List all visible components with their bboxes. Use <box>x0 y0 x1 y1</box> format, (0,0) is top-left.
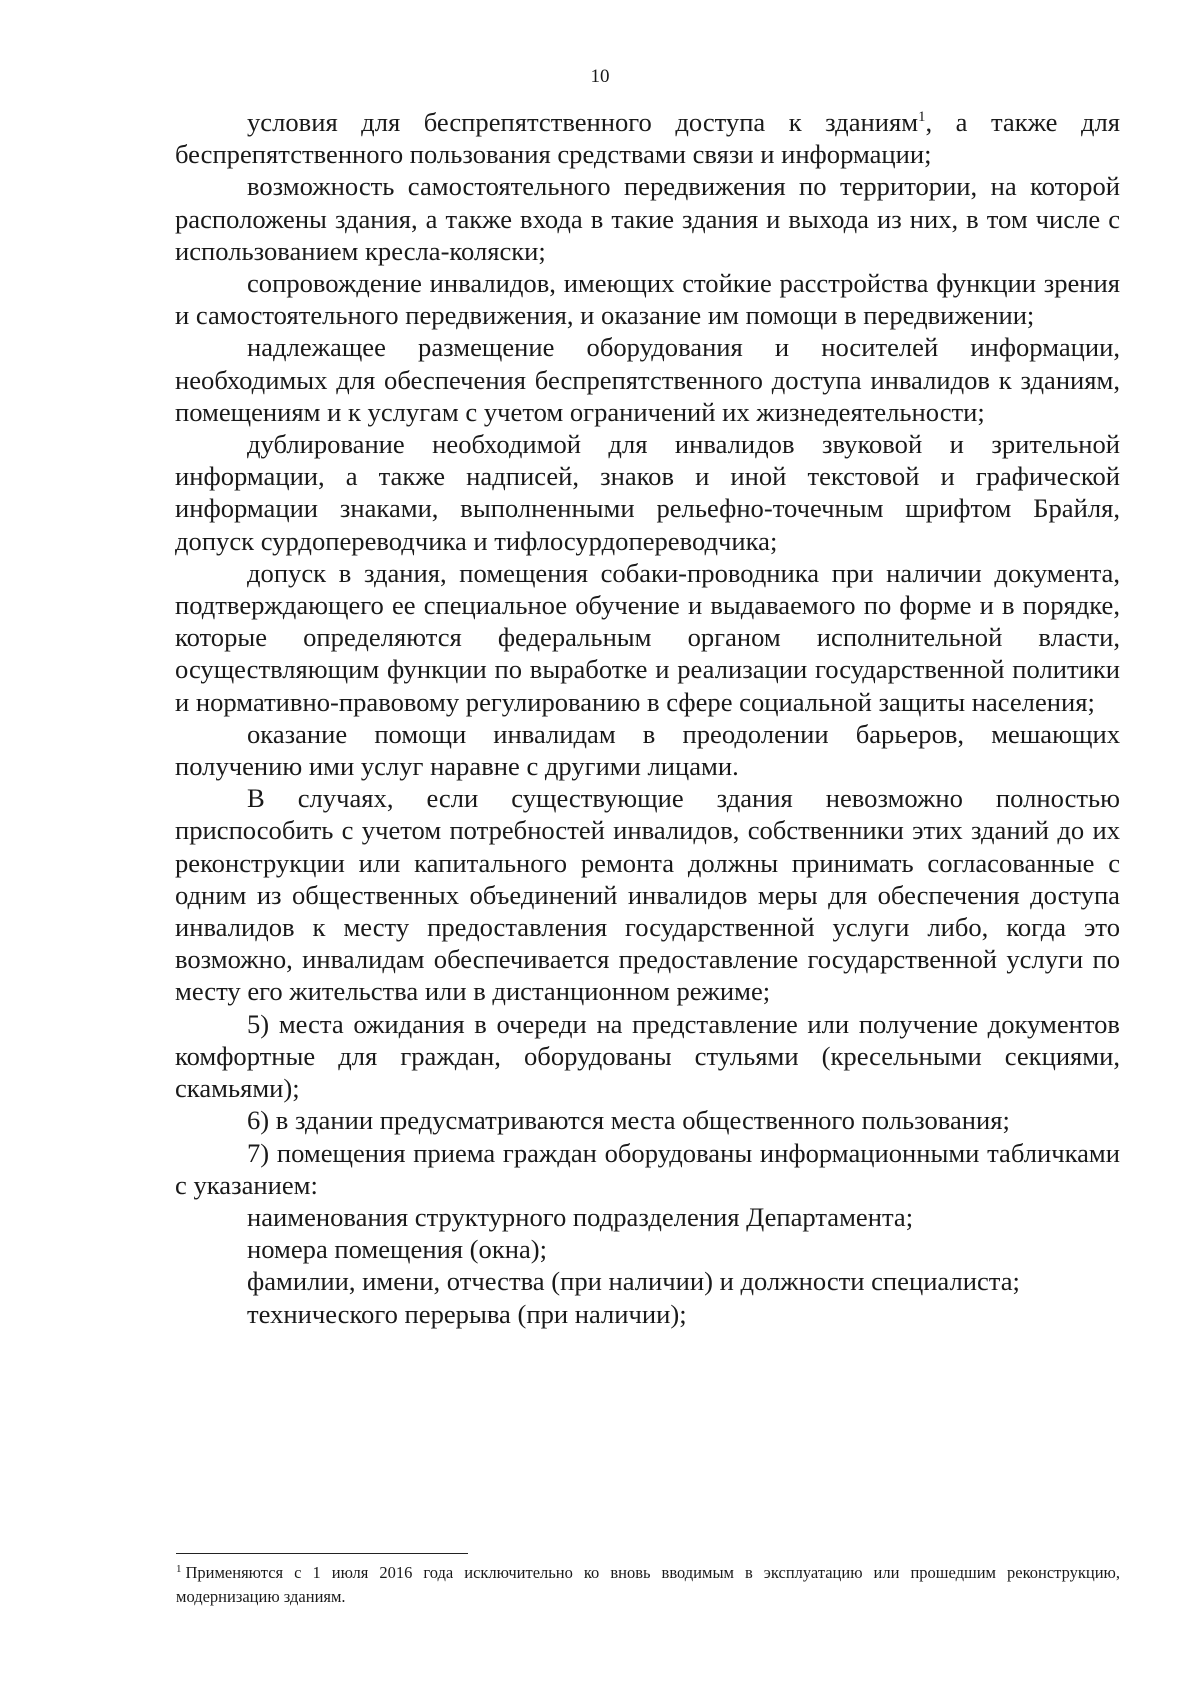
page-number: 10 <box>590 66 610 87</box>
paragraph-waiting-areas: 5) места ожидания в очереди на представление или получение документов комфортные для граждан, оборудованы стульями (кресельными секциями, скамьями); <box>175 1008 1120 1104</box>
paragraph-equipment-placement: надлежащее размещение оборудования и носителей информации, необходимых для обеспечения беспрепятственного доступа инвалидов к зданиям, помещениям и к услугам с учетом ограничений их жизнедеятельности; <box>175 332 1120 427</box>
body-text <box>175 106 1120 1330</box>
footnote-divider <box>176 1553 468 1554</box>
list-item-technical-break: технического перерыва (при наличии); <box>247 1298 687 1329</box>
footnote-reference: 1 <box>918 109 926 126</box>
paragraph-existing-buildings: В случаях, если существующие здания невозможно полностью приспособить с учетом потребностей инвалидов, собственники этих зданий до их реконструкции или капитального ремонта должны принимать согласованные с одним из общественных объединений инвалидов меры для обеспечения доступа инвалидов к месту предоставления государственной услуги либо, когда это возможно, инвалидам обеспечивается предоставление государственной услуги по месту его жительства или в дистанционном режиме; <box>175 783 1120 1007</box>
list-item-department-unit: наименования структурного подразделения Департамента; <box>247 1201 914 1232</box>
paragraph-text: , а также для беспрепятственного пользования средствами связи и информации; <box>175 107 1120 170</box>
list-item-specialist-name: фамилии, имени, отчества (при наличии) и должности специалиста; <box>247 1266 1020 1297</box>
paragraph-movement: возможность самостоятельного передвижения по территории, на которой расположены здания, а также входа в такие здания и выхода из них, в том числе с использованием кресла-коляски; <box>175 171 1120 266</box>
footnote-marker: 1 <box>176 1562 182 1575</box>
paragraph-text: условия для беспрепятственного доступа к зданиям <box>247 107 919 137</box>
paragraph-guide-dog: допуск в здания, помещения собаки-проводника при наличии документа, подтверждающего ее специальное обучение и выдаваемого по форме и в порядке, которые определяются федеральным органом исполнительной власти, осуществляющим функции по выработке и реализации государственной политики и нормативно-правовому регулированию в сфере социальной защиты населения; <box>175 557 1120 717</box>
footnote-text: Применяются с 1 июля 2016 года исключительно ко вновь вводимым в эксплуатацию или прошедшим реконструкцию, модернизацию зданиям. <box>176 1563 1120 1606</box>
list-item-room-number: номера помещения (окна); <box>247 1234 548 1265</box>
paragraph-escort: сопровождение инвалидов, имеющих стойкие расстройства функции зрения и самостоятельного передвижения, и оказание им помощи в передвижении; <box>175 268 1120 331</box>
paragraph-public-facilities: 6) в здании предусматриваются места общественного пользования; <box>247 1105 1010 1136</box>
paragraph-access-conditions <box>175 106 1120 170</box>
paragraph-assistance: оказание помощи инвалидам в преодолении барьеров, мешающих получению ими услуг наравне с другими лицами. <box>175 718 1120 782</box>
paragraph-information-duplication: дублирование необходимой для инвалидов звуковой и зрительной информации, а также надписей, знаков и иной текстовой и графической информации знаками, выполненными рельефно-точечным шрифтом Брайля, допуск сурдопереводчика и тифлосурдопереводчика; <box>175 429 1120 556</box>
footnote <box>176 1561 1120 1609</box>
paragraph-reception-rooms: 7) помещения приема граждан оборудованы информационными табличками с указанием: <box>175 1137 1120 1200</box>
